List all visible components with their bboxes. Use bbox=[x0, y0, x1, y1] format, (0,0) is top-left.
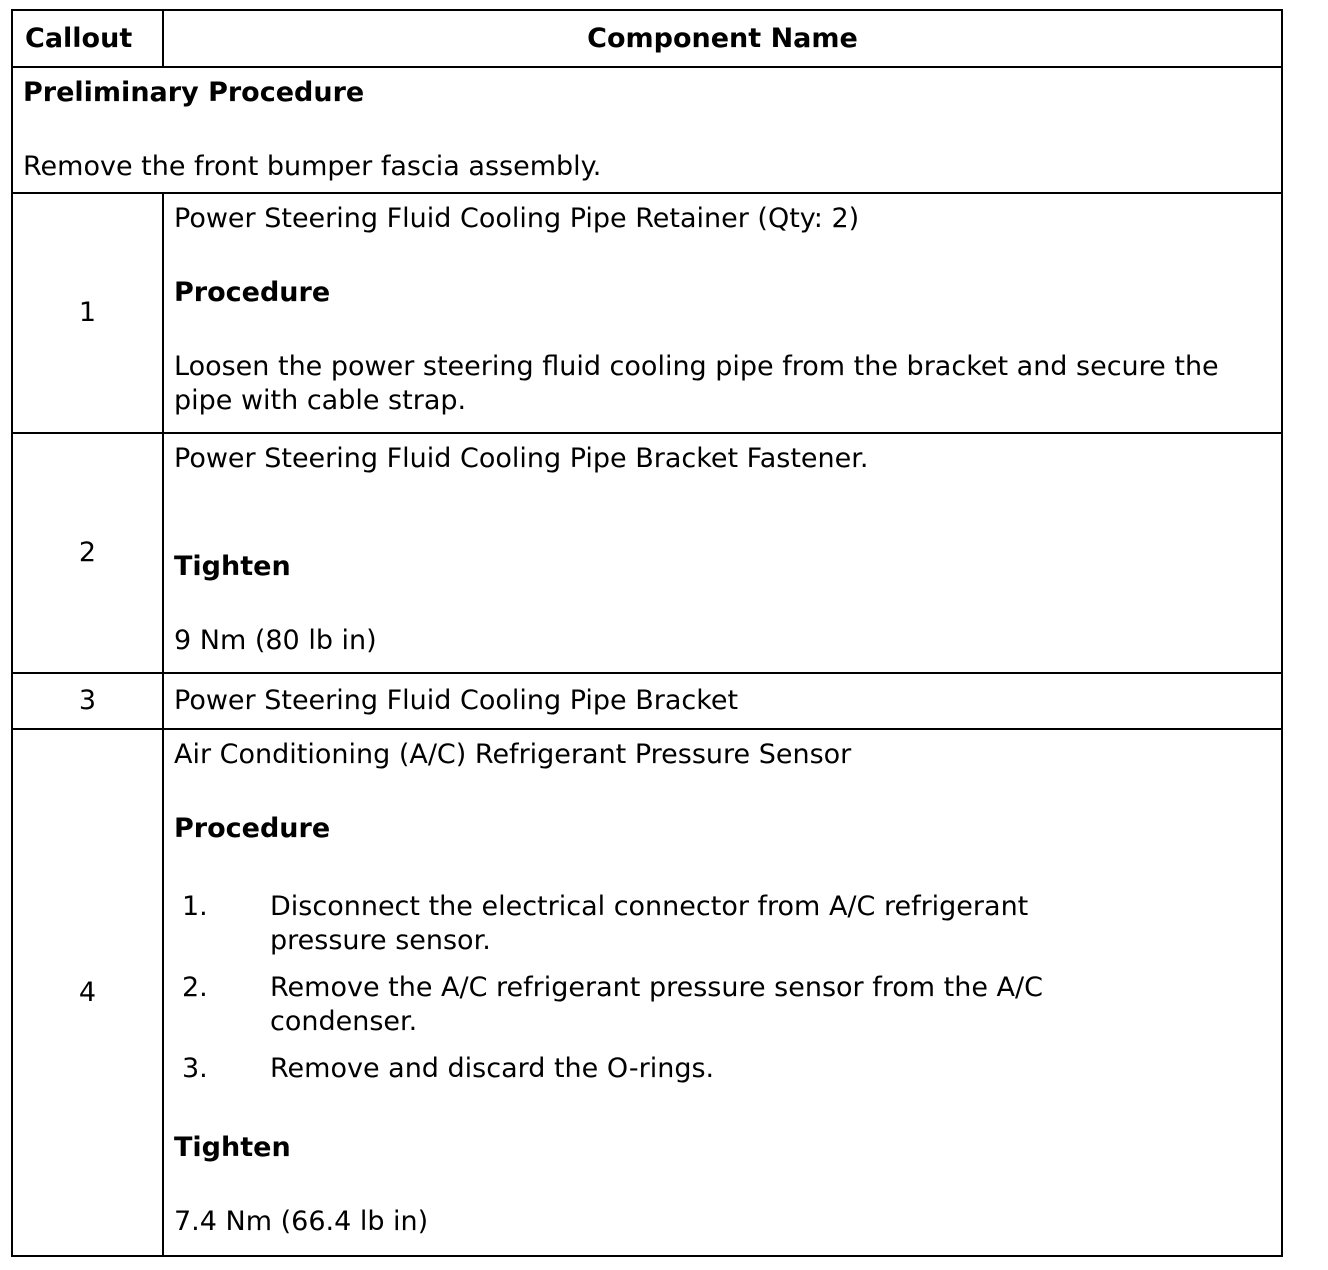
component-name: Power Steering Fluid Cooling Pipe Retainer (Qty: 2) bbox=[174, 203, 860, 234]
preliminary-title: Preliminary Procedure bbox=[23, 77, 365, 108]
list-item bbox=[174, 1052, 1271, 1086]
tighten-heading: Tighten bbox=[174, 551, 291, 582]
table-row-1 bbox=[12, 193, 1282, 433]
list-item bbox=[174, 890, 1271, 958]
preliminary-row bbox=[12, 67, 1282, 193]
component-name: Power Steering Fluid Cooling Pipe Bracket Fastener. bbox=[174, 443, 869, 474]
procedure-steps bbox=[174, 890, 1271, 1086]
procedure-heading: Procedure bbox=[174, 813, 331, 844]
step-number: 2. bbox=[182, 972, 208, 1003]
component-name: Air Conditioning (A/C) Refrigerant Pressure Sensor bbox=[174, 739, 852, 770]
table-row-4 bbox=[12, 729, 1282, 1256]
torque-value: 9 Nm (80 lb in) bbox=[174, 625, 377, 656]
step-number: 3. bbox=[182, 1053, 208, 1084]
preliminary-cell bbox=[12, 67, 1282, 193]
torque-value: 7.4 Nm (66.4 lb in) bbox=[174, 1206, 429, 1237]
table-row-2 bbox=[12, 433, 1282, 673]
component-cell bbox=[163, 673, 1282, 729]
preliminary-text: Remove the front bumper fascia assembly. bbox=[23, 151, 602, 182]
tighten-heading: Tighten bbox=[174, 1132, 291, 1163]
procedure-text: Loosen the power steering fluid cooling pipe from the bracket and secure the pipe with cable strap. bbox=[174, 351, 1219, 416]
callout-header: Callout bbox=[12, 10, 163, 67]
step-text: Remove the A/C refrigerant pressure sensor from the A/C condenser. bbox=[270, 972, 1043, 1037]
step-number: 1. bbox=[182, 891, 208, 922]
callout-number: 4 bbox=[12, 729, 163, 1256]
table-row-3 bbox=[12, 673, 1282, 729]
callout-number: 3 bbox=[12, 673, 163, 729]
callout-number: 2 bbox=[12, 433, 163, 673]
callout-number: 1 bbox=[12, 193, 163, 433]
procedure-heading: Procedure bbox=[174, 277, 331, 308]
component-table bbox=[11, 9, 1283, 1257]
component-cell bbox=[163, 433, 1282, 673]
step-text: Remove and discard the O-rings. bbox=[270, 1053, 715, 1084]
list-item bbox=[174, 971, 1271, 1039]
component-name: Power Steering Fluid Cooling Pipe Bracket bbox=[174, 685, 739, 716]
component-cell bbox=[163, 729, 1282, 1256]
header-row bbox=[12, 10, 1282, 67]
component-name-header: Component Name bbox=[163, 10, 1282, 67]
component-cell bbox=[163, 193, 1282, 433]
step-text: Disconnect the electrical connector from A/C refrigerant pressure sensor. bbox=[270, 891, 1029, 956]
